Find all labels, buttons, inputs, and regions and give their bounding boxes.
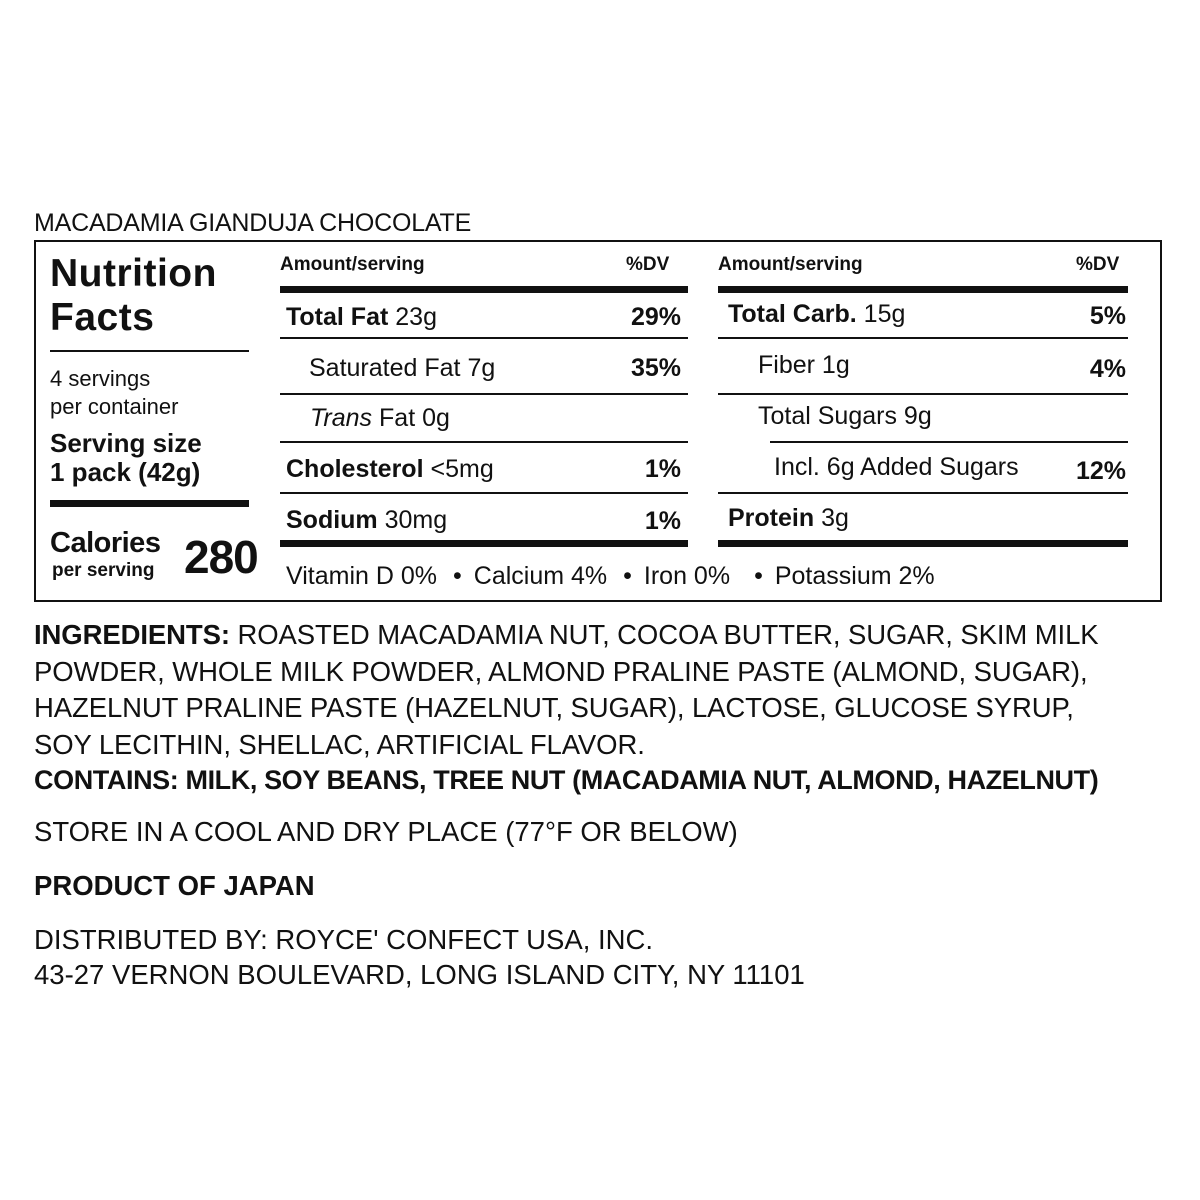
nutrition-title-line1: Nutrition xyxy=(50,252,217,295)
nutrient-dv: 35% xyxy=(630,354,681,382)
distributor-address: 43-27 VERNON BOULEVARD, LONG ISLAND CITY, NY 11101 xyxy=(34,959,805,990)
nutrient-dv: 1% xyxy=(644,455,681,483)
nutrient-amount: 23g xyxy=(395,303,437,331)
country-of-origin: PRODUCT OF JAPAN xyxy=(34,870,315,901)
nutrient-name: Total Carb. xyxy=(728,300,857,328)
right-dv-header: %DV xyxy=(1076,254,1120,275)
divider xyxy=(50,350,249,352)
servings-per-container xyxy=(50,365,250,421)
vitamins-minerals-row xyxy=(286,562,935,591)
nutrient-added-sugars: Incl. 6g Added Sugars xyxy=(774,453,1019,481)
nutrient-amount: 0g xyxy=(422,404,450,432)
potassium: Potassium 2% xyxy=(774,562,935,590)
nutrient-amount: 9g xyxy=(903,402,932,430)
ingredients-line: HAZELNUT PRALINE PASTE (HAZELNUT, SUGAR), LACTOSE, GLUCOSE SYRUP, xyxy=(34,692,1074,723)
nutrient-trans-fat xyxy=(310,404,450,433)
bullet-separator: • xyxy=(754,562,763,590)
ingredients-line: SOY LECITHIN, SHELLAC, ARTIFICIAL FLAVOR. xyxy=(34,728,645,760)
nutrient-dv: 29% xyxy=(630,303,681,331)
nutrient-name-suffix: Fat xyxy=(379,404,416,432)
divider-thick xyxy=(280,540,688,547)
nutrient-total-carb xyxy=(728,300,905,329)
divider xyxy=(280,337,688,339)
nutrient-amount: 30mg xyxy=(384,506,448,534)
nutrient-amount: <5mg xyxy=(430,455,494,483)
calories-label: Calories xyxy=(50,527,161,559)
divider-thick xyxy=(280,286,688,293)
nutrition-facts-title xyxy=(50,252,270,340)
divider-thick xyxy=(718,286,1128,293)
nutrient-name: Protein xyxy=(728,504,815,532)
nutrient-dv: 5% xyxy=(1089,302,1126,330)
distributor-info xyxy=(34,922,805,992)
divider xyxy=(718,337,1128,339)
allergen-statement: CONTAINS: MILK, SOY BEANS, TREE NUT (MACADAMIA NUT, ALMOND, HAZELNUT) xyxy=(34,765,1099,795)
vitamin-d: Vitamin D 0% xyxy=(286,562,437,590)
nutrient-dv: 1% xyxy=(644,507,681,535)
iron: Iron 0% xyxy=(643,562,731,590)
nutrient-name: Sodium xyxy=(286,506,378,534)
divider xyxy=(718,492,1128,494)
product-title: MACADAMIA GIANDUJA CHOCOLATE xyxy=(34,209,472,237)
divider xyxy=(718,393,1128,395)
servings-per-container-label: per container xyxy=(50,394,179,419)
calories-per-serving-label: per serving xyxy=(52,560,155,581)
nutrient-name: Total Sugars xyxy=(758,402,897,430)
nutrient-amount: 3g xyxy=(821,504,849,532)
nutrient-name: Total Fat xyxy=(286,303,389,331)
nutrient-name: Trans xyxy=(310,404,373,432)
nutrient-total-sugars xyxy=(758,402,932,431)
right-amount-header: Amount/serving xyxy=(718,254,863,275)
nutrient-amount: 15g xyxy=(863,300,906,328)
nutrient-dv: 12% xyxy=(1075,457,1126,485)
ingredients-line: POWDER, WHOLE MILK POWDER, ALMOND PRALINE PASTE (ALMOND, SUGAR), xyxy=(34,655,1088,687)
divider xyxy=(770,441,1128,443)
divider-thick xyxy=(718,540,1128,547)
divider xyxy=(280,441,688,443)
calories-value: 280 xyxy=(184,531,258,583)
ingredients-block xyxy=(34,617,1099,763)
calcium: Calcium 4% xyxy=(473,562,608,590)
nutrient-total-fat xyxy=(286,303,437,332)
nutrition-title-line2: Facts xyxy=(50,296,155,339)
divider xyxy=(280,492,688,494)
serving-size xyxy=(50,429,260,487)
left-dv-header: %DV xyxy=(626,254,670,275)
serving-size-value: 1 pack (42g) xyxy=(50,457,201,487)
nutrient-name: Saturated Fat xyxy=(309,354,461,382)
divider xyxy=(280,393,688,395)
nutrient-cholesterol xyxy=(286,455,494,484)
nutrient-amount: 7g xyxy=(467,354,496,382)
ingredients-line xyxy=(34,617,1099,654)
servings-count: 4 servings xyxy=(50,366,151,391)
ingredients-label: INGREDIENTS: xyxy=(34,619,230,650)
storage-instructions: STORE IN A COOL AND DRY PLACE (77°F OR BELOW) xyxy=(34,816,738,847)
serving-size-label: Serving size xyxy=(50,428,202,458)
nutrient-protein xyxy=(728,504,849,533)
distributor-name: DISTRIBUTED BY: ROYCE' CONFECT USA, INC. xyxy=(34,924,653,955)
nutrition-facts-panel xyxy=(34,240,1162,602)
nutrient-sodium xyxy=(286,506,447,535)
bullet-separator: • xyxy=(453,562,462,590)
nutrient-saturated-fat xyxy=(309,354,495,383)
bullet-separator: • xyxy=(623,562,632,590)
nutrient-name: Cholesterol xyxy=(286,455,424,483)
ingredients-text: ROASTED MACADAMIA NUT, COCOA BUTTER, SUGAR, SKIM MILK xyxy=(237,619,1099,650)
nutrient-dv: 4% xyxy=(1089,355,1126,383)
divider-thick xyxy=(50,500,249,507)
nutrient-name: Fiber xyxy=(758,351,815,379)
left-amount-header: Amount/serving xyxy=(280,254,425,275)
nutrient-amount: 1g xyxy=(821,351,850,379)
nutrient-fiber xyxy=(758,351,850,380)
